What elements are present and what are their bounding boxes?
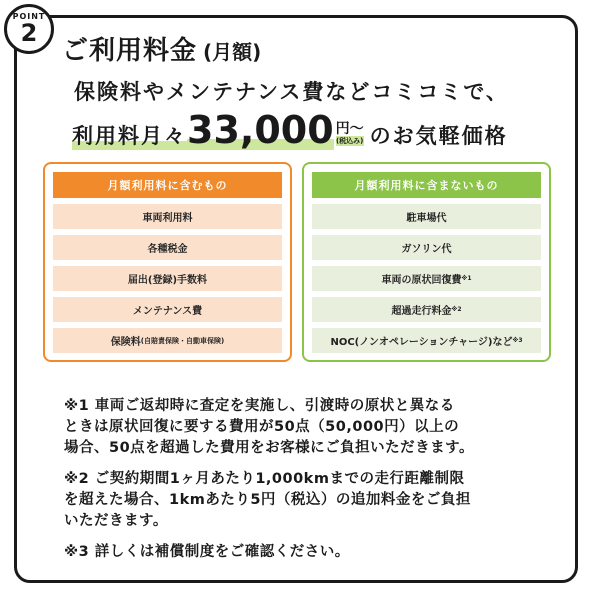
excluded-item: 超過走行料金 ※2 [312,297,541,322]
excluded-item: 車両の原状回復費 ※1 [312,266,541,291]
price-unit [336,121,364,146]
included-header: 月額利用料に含むもの [53,172,282,198]
footnotes [64,396,564,573]
excluded-item: 駐車場代 [312,204,541,229]
included-panel [43,162,292,362]
excluded-header: 月額利用料に含まないもの [312,172,541,198]
price-prefix: 利用料月々 [72,120,187,150]
excluded-item: ガソリン代 [312,235,541,260]
excluded-panel [302,162,551,362]
point-badge [4,4,54,54]
price-yen: 円〜 [335,121,364,137]
price-suffix: のお気軽価格 [369,124,508,148]
footnote-mark: ※2 [451,306,462,313]
included-item: 各種税金 [53,235,282,260]
section-title [62,30,261,64]
price-tax-note: (税込み) [335,137,364,145]
point-label: POINT [12,12,46,21]
title-main: ご利用料金 [62,36,198,66]
price-value: 33,000 [187,108,334,152]
footnote-2: ※2 ご契約期間1ヶ月あたり1,000kmまでの走行距離制限 を超えた場合、1kmあたり5円（税込）の追加料金をご負担 いただきます。 [64,471,471,529]
included-item: 車両利用料 [53,204,282,229]
footnote-1: ※1 車両ご返却時に査定を実施し、引渡時の原状と異なる ときは原状回復に要する費用が50点（50,000円）以上の 場合、50点を超過した費用をお客様にご負担いただきます。 [64,398,475,456]
included-item: メンテナンス費 [53,297,282,322]
title-sub: (月額) [203,40,262,64]
included-item: 届出(登録)手数料 [53,266,282,291]
footnote-3: ※3 詳しくは補償制度をご確認ください。 [64,544,350,560]
subtitle-line1: 保険料やメンテナンス費などコミコミで、 [74,80,509,104]
included-item: 保険料 (自賠責保険・自動車保険) [53,328,282,353]
excluded-item: NOC(ノンオペレーションチャージ)など ※3 [312,328,541,353]
price-line [72,106,508,150]
footnote-mark: ※3 [512,337,523,344]
footnote-mark: ※1 [461,275,472,282]
included-item-note: (自賠責保険・自動車保険) [140,336,225,345]
point-number: 2 [20,19,38,47]
